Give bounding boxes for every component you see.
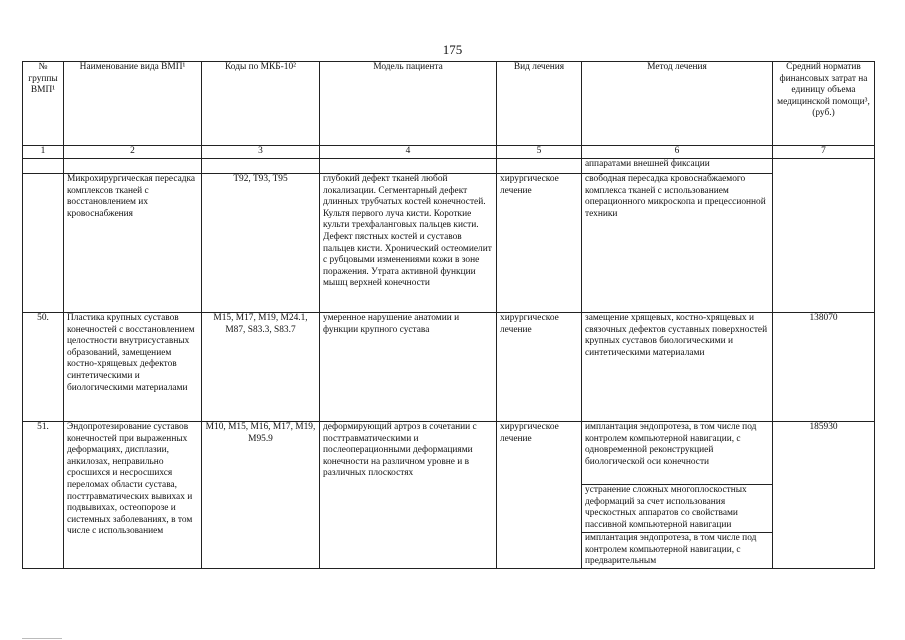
table-row [23, 422, 875, 485]
model-cell: глубокий дефект тканей любой локализации. Сегментарный дефект длинных трубчатых костей конечностей. Культя первого луча кисти. Короткие культи трехфаланговых пальцев кисти. Дефект пястных костей и суставов пальцев кисти. Хронический остеомиелит с рубцовыми изменениями кожи в зоне поражения. Утрата активной функции мышц верхней конечности [320, 174, 497, 313]
header-icd-codes: Коды по МКБ-10² [202, 62, 320, 146]
table-row [23, 313, 875, 422]
table-row [23, 159, 875, 174]
name-cell: Эндопротезирование суставов конечностей при выраженных деформациях, дисплазии, анкилозах, неправильно сросшихся и несросшихся переломах области сустава, посттравматических вывихах и подвывихах, остеопорозе и системных заболеваниях, в том числе с использованием [64, 422, 202, 569]
column-number: 3 [202, 146, 320, 159]
column-number-row [23, 146, 875, 159]
column-number: 4 [320, 146, 497, 159]
codes-cell: M15, M17, M19, M24.1, M87, S83.3, S83.7 [202, 313, 320, 422]
method-cell: имплантация эндопротеза, в том числе под контролем компьютерной навигации, с одновременной реконструкцией биологической оси конечности [582, 422, 773, 485]
header-vmp-name: Наименование вида ВМП¹ [64, 62, 202, 146]
method-cell: устранение сложных многоплоскостных деформаций за счет использования чрескостных аппаратов со свойствами пассивной компьютерной навигации [582, 485, 773, 533]
codes-cell: T92, T93, T95 [202, 174, 320, 313]
header-group-number: № группы ВМП¹ [23, 62, 64, 146]
name-cell [64, 159, 202, 174]
table-header-row [23, 62, 875, 146]
model-cell: деформирующий артроз в сочетании с посттравматическими и послеоперационными деформациями конечности на различном уровне и в различных плоскостях [320, 422, 497, 569]
treatment-cell: хирургическое лечение [497, 422, 582, 569]
column-number: 7 [773, 146, 875, 159]
column-number: 6 [582, 146, 773, 159]
codes-cell: M10, M15, M16, M17, M19, M95.9 [202, 422, 320, 569]
header-patient-model: Модель пациента [320, 62, 497, 146]
codes-cell [202, 159, 320, 174]
cost-cell [773, 159, 875, 313]
page-edge-mark [22, 638, 62, 639]
method-cell: замещение хрящевых, костно-хрящевых и связочных дефектов суставных поверхностей крупных суставов биологическими и синтетическими материалами [582, 313, 773, 422]
group-cell [23, 159, 64, 174]
group-cell: 50. [23, 313, 64, 422]
cost-cell: 138070 [773, 313, 875, 422]
model-cell: умеренное нарушение анатомии и функции крупного сустава [320, 313, 497, 422]
header-treatment-type: Вид лечения [497, 62, 582, 146]
treatment-cell: хирургическое лечение [497, 313, 582, 422]
column-number: 2 [64, 146, 202, 159]
method-cell: свободная пересадка кровоснабжаемого комплекса тканей с использованием операционного микроскопа и прецессионной техники [582, 174, 773, 313]
table-row [23, 174, 875, 313]
vmp-table [22, 61, 875, 569]
cost-cell: 185930 [773, 422, 875, 569]
treatment-cell: хирургическое лечение [497, 174, 582, 313]
treatment-cell [497, 159, 582, 174]
method-cell: аппаратами внешней фиксации [582, 159, 773, 174]
group-cell: 51. [23, 422, 64, 569]
column-number: 5 [497, 146, 582, 159]
method-cell: имплантация эндопротеза, в том числе под контролем компьютерной навигации, с предварительным [582, 533, 773, 569]
name-cell: Пластика крупных суставов конечностей с восстановлением целостности внутрисуставных образований, замещением костно-хрящевых дефектов синтетическими и биологическими материалами [64, 313, 202, 422]
name-cell: Микрохирургическая пересадка комплексов тканей с восстановлением их кровоснабжения [64, 174, 202, 313]
column-number: 1 [23, 146, 64, 159]
group-cell [23, 174, 64, 313]
header-treatment-method: Метод лечения [582, 62, 773, 146]
header-average-cost: Средний норматив финансовых затрат на единицу объема медицинской помощи³, (руб.) [773, 62, 875, 146]
page-number: 175 [442, 42, 463, 57]
model-cell [320, 159, 497, 174]
